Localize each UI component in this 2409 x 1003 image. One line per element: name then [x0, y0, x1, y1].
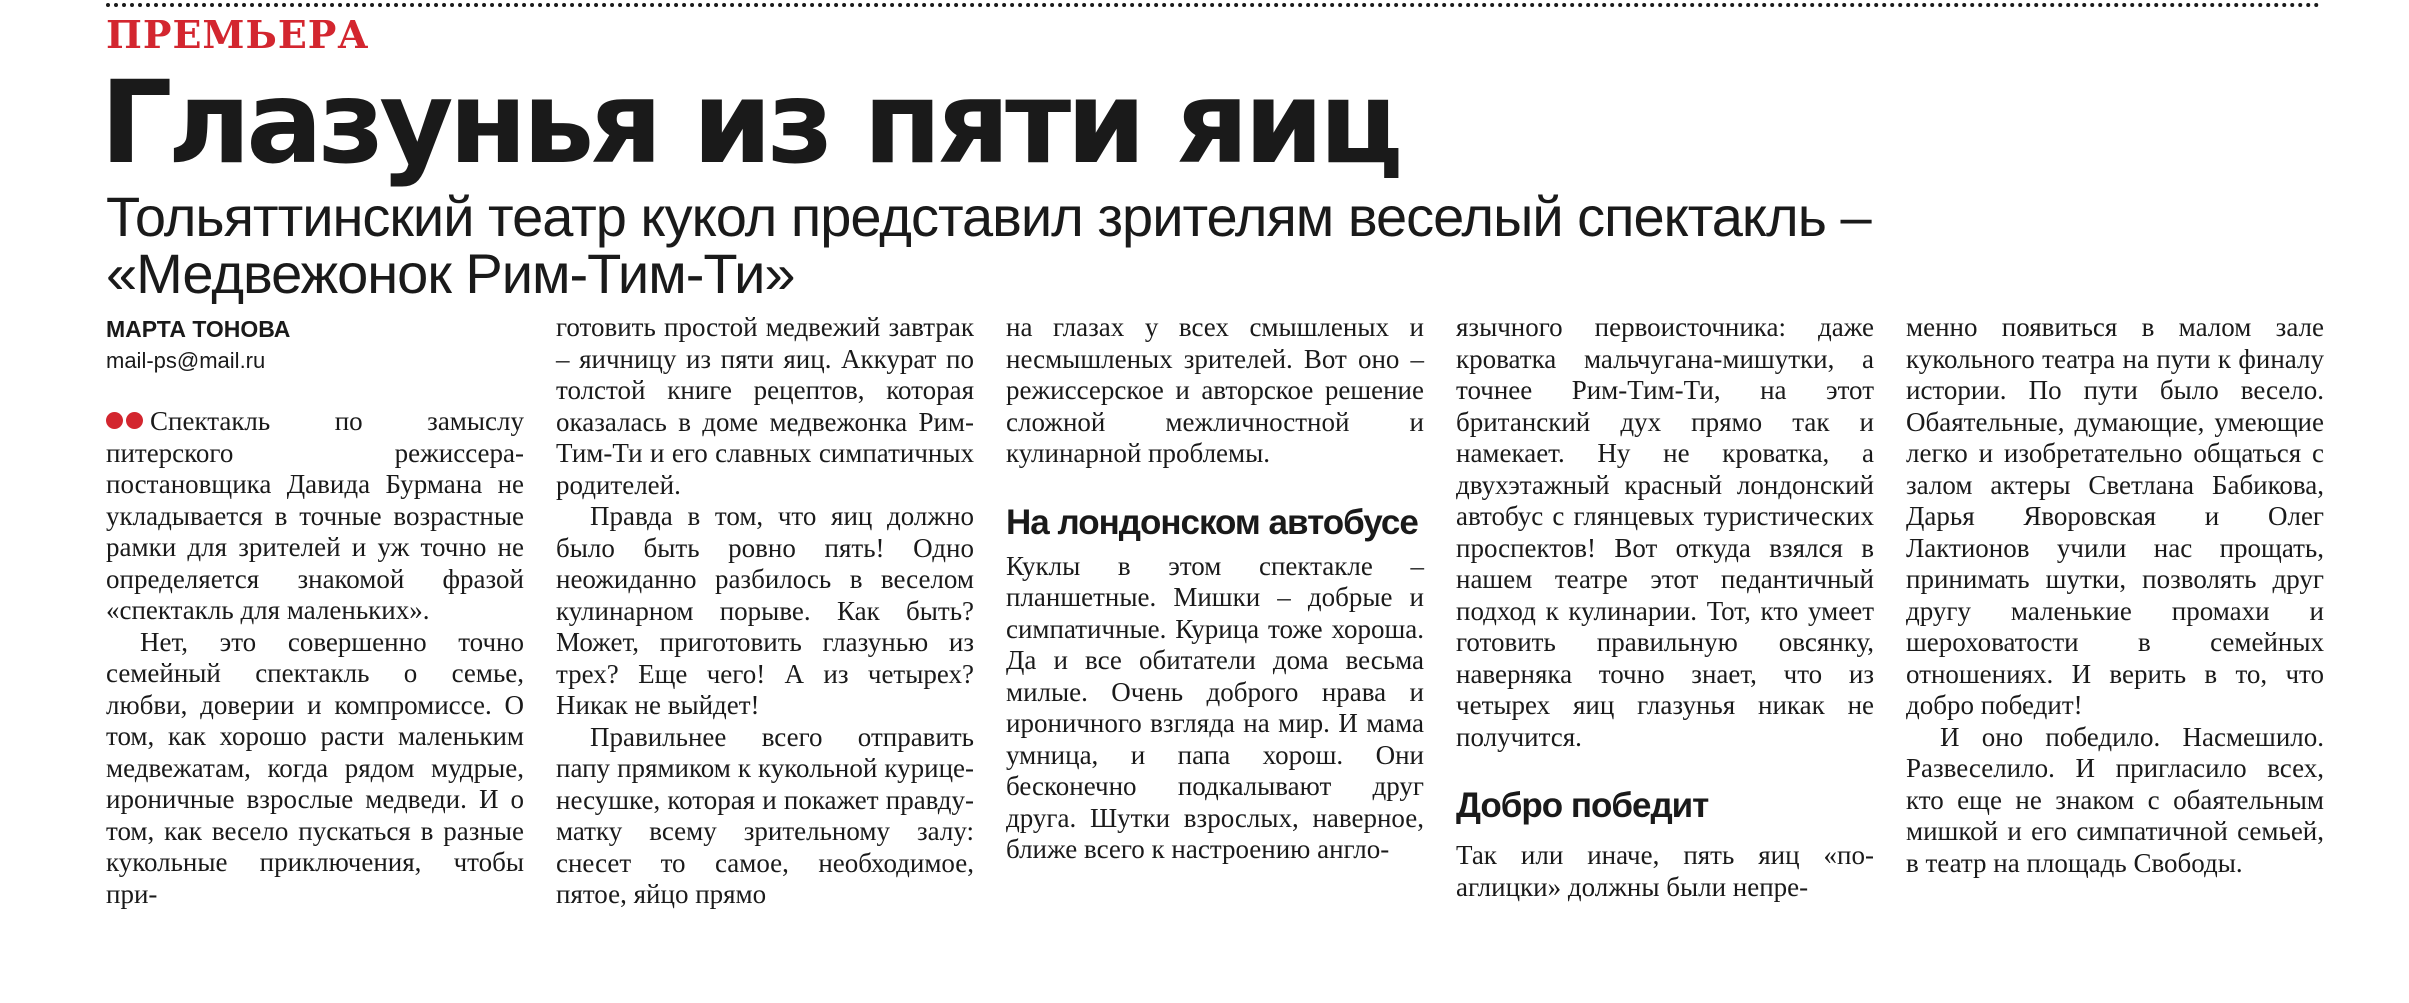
- paragraph-continued: на глазах у всех смышленых и несмышленых зрителей. Вот оно – режиссерское и авторское решение сложной межличностной и кулинарной проблемы.: [1006, 312, 1424, 468]
- headline: Глазунья из пяти яиц: [100, 56, 1399, 189]
- article-column-2: [556, 312, 974, 911]
- paragraph-continued: готовить простой медвежий завтрак – яичницу из пяти яиц. Аккурат по толстой книге рецептов, которая оказалась в доме медвежонка Рим-Тим-Ти и его славных симпатичных родителей.: [556, 312, 974, 500]
- paragraph: Правильнее всего отправить папу прямиком к кукольной курице-несушке, которая и покажет правду-матку всему зрительному залу: снесет то самое, необходимое, пятое, яйцо прямо: [556, 721, 974, 909]
- article-column-4: [1456, 312, 1874, 903]
- rubric: ПРЕМЬЕРА: [106, 12, 370, 57]
- paragraph: Так или иначе, пять яиц «по-аглицки» должны были непре-: [1456, 840, 1874, 902]
- section-heading: На лондонском автобусе: [1006, 502, 1418, 542]
- paragraph-continued: язычного первоисточника: даже кроватка мальчугана-мишутки, а точнее Рим-Тим-Ти, на этот британский дух прямо так и намекает. Ну не кроватка, а двухэтажный красный лондонский автобус с глянцевых туристических проспектов! Вот откуда взялся в нашем театре этот педантичный подход к кулинарии. Тот, кто умеет готовить правильную овсянку, наверняка точно знает, что из четырех яиц глазунья никак не получится.: [1456, 312, 1874, 752]
- section-heading: Добро победит: [1456, 786, 1709, 825]
- paragraph: Нет, это совершенно точно семейный спектакль о семье, любви, доверии и компромиссе. О том, как хорошо расти маленьким медвежатам, когда рядом мудрые, ироничные взрослые медведи. И о том, как весело пускаться в разные кукольные приключения, чтобы при-: [106, 626, 524, 909]
- paragraph: Куклы в этом спектакле – планшетные. Мишки – добрые и симпатичные. Курица тоже хороша. Да и все обитатели дома весьма милые. Очень доброго нрава и ироничного взгляда на мир. И мама умница, и папа хорош. Они бесконечно подкалывают друг друга. Шутки взрослых, наверное, ближе всего к настроению англо-: [1006, 550, 1424, 864]
- top-dotted-rule: [106, 3, 2321, 7]
- subheadline: Тольяттинский театр кукол представил зрителям веселый спектакль – «Медвежонок Рим-Тим-Ти»: [106, 185, 1871, 305]
- article-column-3: [1006, 312, 1424, 866]
- paragraph-continued: менно появиться в малом зале кукольного театра на пути к финалу истории. По пути было весело. Обаятельные, думающие, умеющие легко и изобретательно общаться с залом актеры Светлана Бабикова, Дарья Яворовская и Олег Лактионов учили нас прощать, принимать шутки, позволять друг другу маленькие промахи и шероховатости в семейных отношениях. И верить в то, что добро победит!: [1906, 312, 2324, 720]
- author-name: МАРТА ТОНОВА: [106, 316, 291, 342]
- author-email[interactable]: mail-ps@mail.ru: [106, 348, 266, 373]
- paragraph: И оно победило. Насмешило. Развеселило. И пригласило всех, кто еще не знаком с обаятельным мишкой и его симпатичной семьей, в театр на площадь Свободы.: [1906, 721, 2324, 878]
- paragraph: Правда в том, что яиц должно было быть ровно пять! Одно неожиданно разбилось в веселом кулинарном порыве. Как быть? Может, приготовить глазунью из трех? Еще чего! А из четырех? Никак не выйдет!: [556, 501, 974, 720]
- article-column-1: [106, 406, 524, 910]
- paragraph: Спектакль по замыслу питерского режиссера-постановщика Давида Бурмана не укладывается в точные возрастные рамки для зрителей и уж точно не определяется знакомой фразой «спектакль для маленьких».: [106, 406, 524, 625]
- article-column-5: [1906, 312, 2324, 879]
- bullet-dots-icon: [106, 406, 146, 438]
